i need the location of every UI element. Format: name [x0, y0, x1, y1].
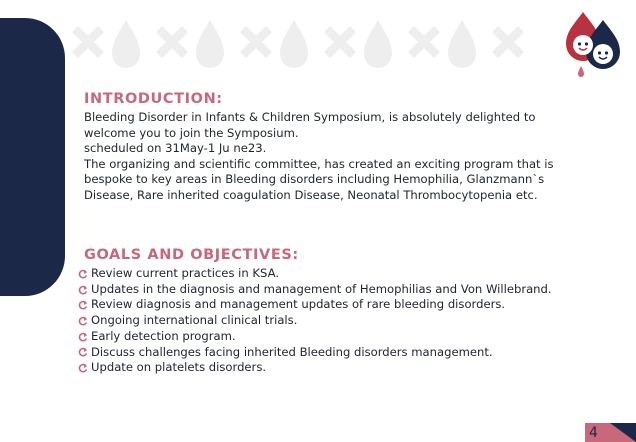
arrow-bullet-icon: [78, 300, 88, 310]
goal-text: Update on platelets disorders.: [91, 360, 267, 375]
introduction-body: [84, 110, 564, 204]
list-item: [78, 297, 598, 313]
page-number: 4: [589, 425, 598, 441]
goal-text: Early detection program.: [91, 328, 236, 343]
corner-accent: [610, 423, 636, 442]
goal-text: Review diagnosis and management updates of rare bleeding disorders.: [91, 297, 506, 312]
arrow-bullet-icon: [78, 285, 88, 295]
drops-logo-icon: [566, 10, 624, 78]
blood-drop-pattern: [66, 14, 546, 74]
page-number-badge: [585, 423, 636, 442]
introduction-heading: INTRODUCTION:: [84, 91, 223, 107]
goal-text: Ongoing international clinical trials.: [91, 313, 298, 328]
list-item: [78, 282, 598, 298]
list-item: [78, 360, 598, 376]
arrow-bullet-icon: [78, 316, 88, 326]
arrow-bullet-icon: [78, 363, 88, 373]
goal-text: Discuss challenges facing inherited Bleeding disorders management.: [91, 344, 493, 359]
goal-text: Updates in the diagnosis and management of Hemophilias and Von Willebrand.: [91, 281, 552, 296]
intro-paragraph-schedule: scheduled on 31May-1 Ju ne23.: [84, 141, 267, 156]
arrow-bullet-icon: [78, 332, 88, 342]
list-item: [78, 329, 598, 345]
arrow-bullet-icon: [78, 269, 88, 279]
list-item: [78, 266, 598, 282]
list-item: [78, 345, 598, 361]
arrow-bullet-icon: [78, 347, 88, 357]
intro-paragraph-program: The organizing and scientific committee, has created an exciting program that is bespoke to key areas in Bleeding disorders including Hemophilia, Glanzmann`s Disease, Rare inherited coagulation Disease, Neonatal Thrombocytopenia etc.: [84, 156, 554, 202]
goals-heading: GOALS AND OBJECTIVES:: [84, 247, 299, 263]
goals-list: [78, 266, 598, 376]
goal-text: Review current practices in KSA.: [91, 266, 280, 280]
intro-paragraph-welcome: Bleeding Disorder in Infants & Children Symposium, is absolutely delighted to welcome you to join the Symposium.: [84, 110, 536, 140]
left-decorative-bar: [0, 18, 65, 296]
list-item: [78, 313, 598, 329]
